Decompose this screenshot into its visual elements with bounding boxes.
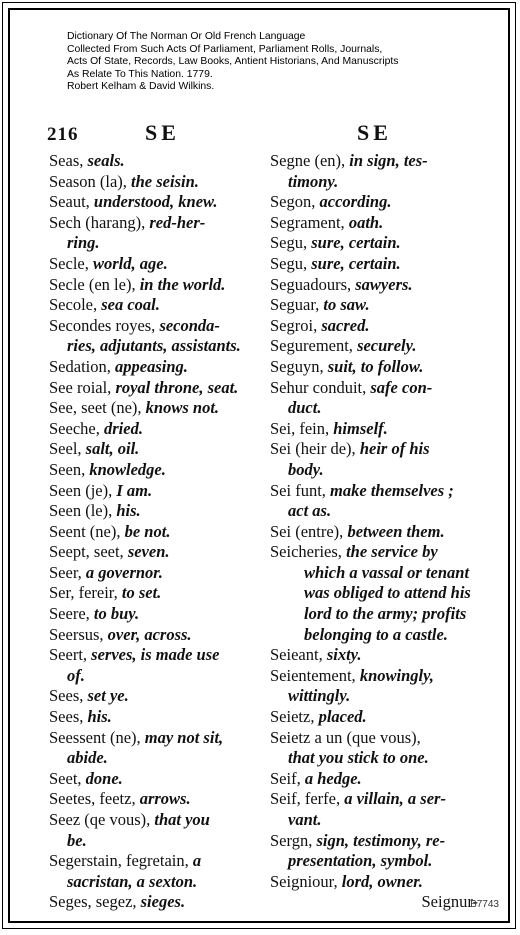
entry-headword: See roial, — [49, 377, 116, 397]
entry-definition: his. — [116, 501, 141, 521]
dictionary-entry-line — [49, 563, 261, 584]
dictionary-entry-line — [49, 151, 261, 172]
entry-definition: knowledge. — [89, 459, 166, 479]
entry-definition: sure, certain. — [311, 233, 401, 253]
header-line: As Relate To This Nation. 1779. — [67, 68, 213, 80]
entry-definition: a villain, a ser- — [344, 789, 446, 809]
entry-definition: royal throne, seat. — [115, 377, 239, 397]
entry-definition: world, age. — [92, 253, 168, 273]
dictionary-entry-line — [49, 295, 261, 316]
entry-headword: Seignur- — [421, 892, 478, 912]
dictionary-entry-line — [49, 419, 261, 440]
entry-headword: Secondes royes, — [49, 315, 160, 335]
entry-definition: serves, is made use — [91, 645, 220, 665]
entry-definition: sieges. — [140, 892, 186, 912]
entry-headword: Seessent (ne), — [49, 727, 145, 747]
dictionary-entry-line — [270, 707, 482, 728]
dictionary-entry-line — [270, 254, 482, 275]
entry-definition: body. — [288, 459, 324, 479]
dictionary-entry-line — [270, 357, 482, 378]
entry-headword: Season (la), — [49, 171, 132, 191]
entry-headword: Seel, — [49, 439, 86, 459]
entry-definition: safe con- — [370, 377, 433, 397]
entry-definition: a hedge. — [304, 768, 362, 788]
entry-definition: to saw. — [323, 295, 370, 315]
entry-definition: be. — [67, 830, 87, 850]
dictionary-entry-line — [49, 522, 261, 543]
entry-headword: Seietz, — [270, 707, 319, 727]
dictionary-entry-line — [49, 439, 261, 460]
entry-definition: presentation, symbol. — [288, 851, 433, 871]
entry-definition: according. — [319, 192, 392, 212]
entry-headword: Segu, — [270, 253, 312, 273]
entry-definition: between them. — [347, 521, 445, 541]
dictionary-entry-line — [270, 275, 482, 296]
dictionary-entry-line — [270, 645, 482, 666]
dictionary-entry-line — [49, 728, 261, 749]
entry-headword: Ser, fereir, — [49, 583, 122, 603]
entry-definition: belonging to a castle. — [304, 624, 448, 644]
entry-headword: Seere, — [49, 604, 94, 624]
dictionary-entry-line — [270, 789, 482, 810]
dictionary-entry-line — [49, 481, 261, 502]
entry-definition: oath. — [348, 212, 384, 232]
header-line: Robert Kelham & David Wilkins. — [67, 81, 215, 93]
dictionary-entry-line — [270, 501, 482, 522]
entry-definition: over, across. — [107, 624, 192, 644]
entry-headword: Seges, segez, — [49, 892, 141, 912]
entry-headword: Seert, — [49, 645, 92, 665]
entry-headword: Seen (je), — [49, 480, 117, 500]
entry-headword: Seen, — [49, 459, 90, 479]
entry-headword: Segerstain, fegretain, — [49, 851, 193, 871]
entry-headword: Seept, seet, — [49, 542, 128, 562]
entry-headword: Seguar, — [270, 295, 324, 315]
entry-definition: to set. — [121, 583, 162, 603]
entry-definition: set ye. — [87, 686, 129, 706]
entry-definition: sixty. — [326, 645, 362, 665]
dictionary-entry-line — [49, 542, 261, 563]
entry-definition: himself. — [333, 418, 388, 438]
entry-headword: Segon, — [270, 192, 320, 212]
entry-definition: seconda- — [159, 315, 220, 335]
dictionary-entry-line — [270, 604, 482, 625]
dictionary-entry-line — [49, 707, 261, 728]
entry-definition: in the world. — [139, 274, 226, 294]
entry-definition: vant. — [288, 810, 322, 829]
entry-definition: which a vassal or tenant — [304, 562, 470, 582]
entry-headword: Sei (entre), — [270, 521, 348, 541]
left-column — [49, 151, 261, 913]
entry-headword: Seetes, feetz, — [49, 789, 140, 809]
dictionary-entry-line — [49, 810, 261, 831]
entry-definition: heir of his — [359, 439, 430, 459]
entry-headword: Secle (en le), — [49, 274, 140, 294]
dictionary-entry-line — [49, 378, 261, 399]
entry-definition: in sign, tes- — [349, 151, 428, 170]
dictionary-entry-line — [49, 769, 261, 790]
dictionary-entry-line — [270, 810, 482, 831]
dictionary-entry-line — [49, 645, 261, 666]
entry-definition: salt, oil. — [85, 439, 140, 459]
entry-definition: sign, testimony, re- — [316, 830, 446, 850]
entry-definition: ring. — [67, 233, 100, 253]
entry-headword: Sei, fein, — [270, 418, 334, 438]
dictionary-entry-line — [49, 789, 261, 810]
dictionary-entry-line — [270, 872, 482, 893]
entry-headword: Seer, — [49, 562, 86, 582]
entry-definition: wittingly. — [288, 686, 351, 706]
entry-definition: of. — [67, 665, 85, 685]
dictionary-entry-line — [270, 295, 482, 316]
dictionary-entry-line — [270, 419, 482, 440]
dictionary-entry-line — [270, 831, 482, 852]
dictionary-entry-line — [49, 686, 261, 707]
entry-headword: Segurement, — [270, 336, 358, 356]
section-heading-right: SE — [357, 120, 392, 145]
entry-definition: lord to the army; profits — [304, 604, 467, 624]
dictionary-entry-line — [270, 625, 482, 646]
entry-definition: duct. — [288, 398, 322, 418]
page — [2, 2, 516, 929]
dictionary-entry-line — [270, 522, 482, 543]
entry-headword: Seieant, — [270, 645, 327, 665]
dictionary-entry-line — [49, 604, 261, 625]
entry-definition: act as. — [288, 501, 332, 521]
dictionary-entry-line — [49, 398, 261, 419]
section-heading-left: SE — [145, 120, 180, 145]
dictionary-entry-line — [270, 583, 482, 604]
dictionary-entry-line — [270, 686, 482, 707]
entry-definition: seven. — [127, 542, 170, 562]
dictionary-entry-line — [270, 542, 482, 563]
entry-definition: dried. — [103, 418, 143, 438]
dictionary-entry-line — [270, 439, 482, 460]
entry-definition: sacred. — [321, 315, 370, 335]
entry-headword: Sei funt, — [270, 480, 331, 500]
dictionary-entry-line — [270, 233, 482, 254]
entry-headword: Seez (qe vous), — [49, 810, 155, 829]
document-header — [67, 31, 467, 94]
dictionary-entry-line — [49, 851, 261, 872]
entry-definition: was obliged to attend his — [304, 583, 471, 603]
dictionary-entry-line — [49, 172, 261, 193]
entry-headword: Secle, — [49, 253, 93, 273]
dictionary-entry-line — [270, 151, 482, 172]
entry-definition: may not sit, — [144, 727, 224, 747]
entry-definition: suit, to follow. — [327, 356, 424, 376]
dictionary-entry-line — [49, 275, 261, 296]
entry-definition: appeasing. — [115, 356, 188, 376]
entry-definition: sea coal. — [101, 295, 160, 315]
entry-headword: Seguyn, — [270, 356, 328, 376]
entry-headword: Seientement, — [270, 665, 360, 685]
entry-headword: Seaut, — [49, 192, 94, 212]
dictionary-entry-line — [270, 192, 482, 213]
entry-definition: timony. — [288, 171, 339, 191]
entry-definition: ries, adjutants, assistants. — [67, 336, 241, 356]
dictionary-entry-line — [270, 378, 482, 399]
entry-definition: a governor. — [85, 562, 163, 582]
header-line: Acts Of State, Records, Law Books, Antient Historians, And Manuscripts — [67, 56, 399, 68]
entry-headword: Sei (heir de), — [270, 439, 360, 459]
dictionary-entry-line — [270, 851, 482, 872]
entry-definition: arrows. — [139, 789, 191, 809]
entry-definition: sawyers. — [355, 274, 413, 294]
entry-definition: abide. — [67, 748, 108, 768]
entry-definition: sure, certain. — [311, 253, 401, 273]
dictionary-entry-line — [270, 563, 482, 584]
dictionary-entry-line — [49, 831, 261, 852]
dictionary-entry-line — [49, 666, 261, 687]
entry-definition: his. — [87, 707, 112, 727]
dictionary-entry-line — [270, 748, 482, 769]
entry-definition: I am. — [116, 480, 153, 500]
entry-definition: that you stick to one. — [288, 748, 429, 768]
header-line: Dictionary Of The Norman Or Old French Language — [67, 31, 306, 42]
entry-headword: Seguadours, — [270, 274, 356, 294]
dictionary-entry-line — [270, 213, 482, 234]
entry-definition: knowingly, — [359, 665, 434, 685]
dictionary-entry-line — [49, 336, 261, 357]
entry-headword: Secole, — [49, 295, 102, 315]
entry-headword: Segroi, — [270, 315, 322, 335]
entry-headword: Seif, ferfe, — [270, 789, 345, 809]
dictionary-entry-line — [270, 316, 482, 337]
entry-headword: Sergn, — [270, 830, 317, 850]
entry-definition: sacristan, a sexton. — [67, 871, 198, 891]
dictionary-entry-line — [49, 892, 261, 913]
entry-definition: the service by — [346, 542, 438, 562]
dictionary-entry-line — [49, 316, 261, 337]
dictionary-entry-line — [270, 728, 482, 749]
dictionary-entry-line — [270, 336, 482, 357]
entry-definition: understood, knew. — [93, 192, 218, 212]
dictionary-entry-line — [270, 172, 482, 193]
entry-headword: Seen (le), — [49, 501, 117, 521]
entry-headword: Seet, — [49, 768, 86, 788]
dictionary-entry-line — [49, 233, 261, 254]
entry-headword: Seicheries, — [270, 542, 347, 562]
entry-headword: Seersus, — [49, 624, 108, 644]
entry-definition: be not. — [124, 521, 171, 541]
page-number: 216 — [47, 124, 79, 145]
entry-headword: Seietz a un (que vous), — [270, 727, 421, 747]
dictionary-entry-line — [49, 192, 261, 213]
dictionary-entry-line — [49, 748, 261, 769]
entry-headword: Seigniour, — [270, 871, 342, 891]
header-line: Collected From Such Acts Of Parliament, Parliament Rolls, Journals, — [67, 43, 383, 55]
entry-headword: Sees, — [49, 707, 88, 727]
entry-definition: lord, owner. — [341, 871, 423, 891]
dictionary-entry-line — [270, 892, 482, 913]
entry-headword: Sedation, — [49, 356, 115, 376]
entry-headword: Segne (en), — [270, 151, 350, 170]
dictionary-entry-line — [49, 357, 261, 378]
dictionary-entry-line — [49, 460, 261, 481]
dictionary-entry-line — [270, 481, 482, 502]
entry-headword: Segrament, — [270, 212, 349, 232]
entry-headword: See, seet (ne), — [49, 398, 146, 418]
entry-definition: seals. — [87, 151, 125, 170]
entry-definition: knows not. — [145, 398, 220, 418]
entry-headword: Segu, — [270, 233, 312, 253]
dictionary-entry-line — [270, 769, 482, 790]
entry-definition: securely. — [357, 336, 417, 356]
entry-definition: that you — [154, 810, 210, 829]
dictionary-entry-line — [270, 666, 482, 687]
entry-definition: done. — [85, 768, 123, 788]
dictionary-entry-line — [49, 501, 261, 522]
entry-headword: Seas, — [49, 151, 88, 170]
entry-headword: Seif, — [270, 768, 305, 788]
entry-headword: Sees, — [49, 686, 88, 706]
entry-headword: Seent (ne), — [49, 521, 125, 541]
dictionary-entry-line — [49, 254, 261, 275]
dictionary-entry-line — [49, 872, 261, 893]
catalog-id: B7743 — [470, 899, 499, 910]
dictionary-entry-line — [49, 583, 261, 604]
entry-definition: to buy. — [93, 604, 140, 624]
entry-headword: Sech (harang), — [49, 212, 150, 232]
entry-definition: make themselves ; — [330, 480, 454, 500]
dictionary-entry-line — [270, 398, 482, 419]
dictionary-entry-line — [270, 460, 482, 481]
dictionary-entry-line — [49, 625, 261, 646]
entry-definition: red-her- — [149, 212, 206, 232]
dictionary-entry-line — [49, 213, 261, 234]
entry-definition: a — [192, 851, 202, 871]
right-column — [270, 151, 482, 913]
entry-headword: Sehur conduit, — [270, 377, 371, 397]
entry-headword: Seeche, — [49, 418, 104, 438]
entry-definition: placed. — [318, 707, 367, 727]
entry-definition: the seisin. — [131, 171, 199, 191]
